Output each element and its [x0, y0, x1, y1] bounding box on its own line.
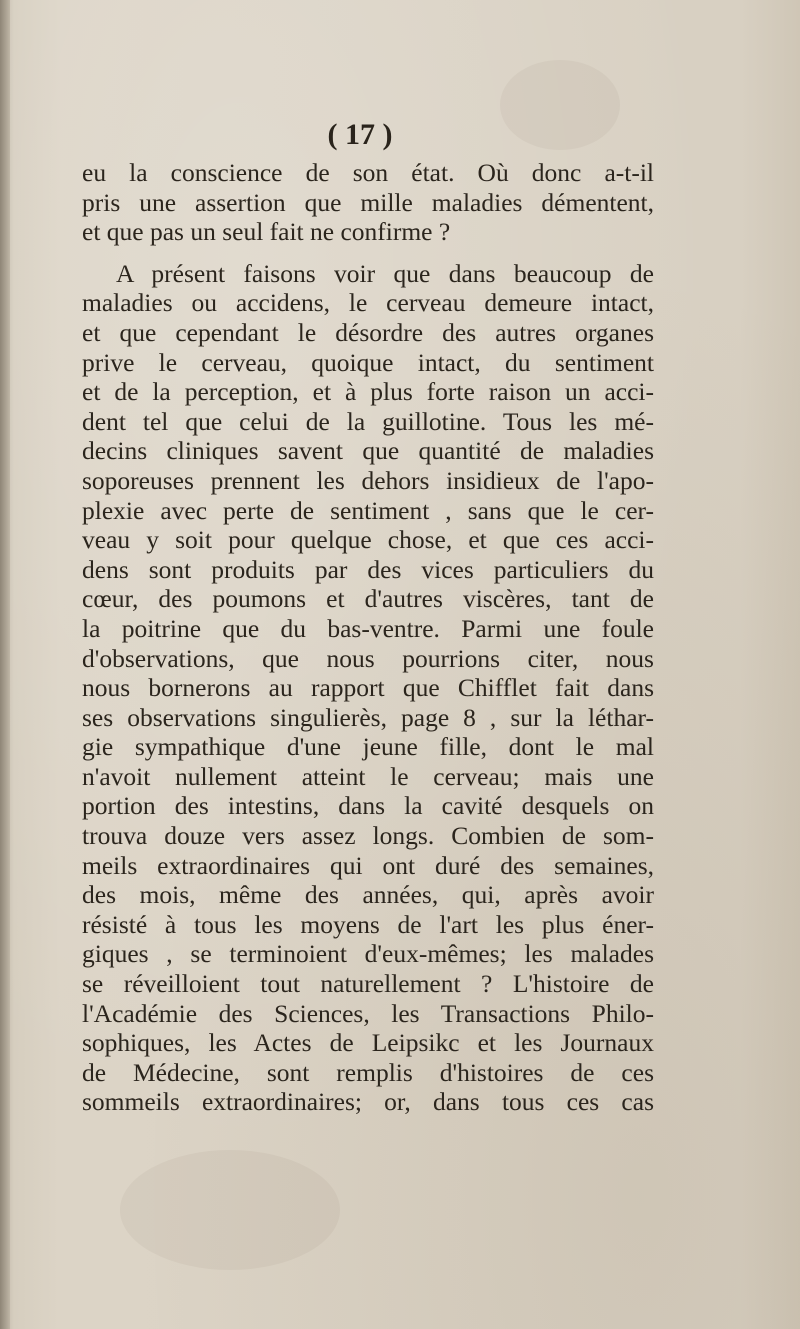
text-line: veau y soit pour quelque chose, et que ces acci-: [82, 525, 654, 555]
text-line: l'Académie des Sciences, les Transactions Philo-: [82, 998, 654, 1028]
text-line: et que cependant le désordre des autres organes: [82, 317, 654, 347]
text-line: dent tel que celui de la guillotine. Tous les mé-: [82, 406, 654, 436]
text-line: nous bornerons au rapport que Chifflet fait dans: [82, 673, 654, 703]
page-number: ( 17 ): [327, 118, 393, 151]
text-line: la poitrine que du bas-ventre. Parmi une foule: [82, 613, 654, 643]
text-line: decins cliniques savent que quantité de maladies: [82, 436, 654, 466]
book-spine-shadow: [0, 0, 10, 1329]
text-line: de Médecine, sont remplis d'histoires de ces: [82, 1057, 654, 1087]
text-line: trouva douze vers assez longs. Combien de som-: [82, 821, 654, 851]
text-line: prive le cerveau, quoique intact, du sentiment: [82, 347, 654, 377]
paper-stain: [120, 1150, 340, 1270]
text-line: et que pas un seul fait ne confirme ?: [82, 217, 451, 247]
text-line: sophiques, les Actes de Leipsikc et les Journaux: [82, 1028, 654, 1058]
text-line: se réveilloient tout naturellement ? L'histoire de: [82, 969, 654, 999]
text-line: résisté à tous les moyens de l'art les plus éner-: [82, 909, 654, 939]
text-line: et de la perception, et à plus forte raison un acci-: [82, 377, 654, 407]
text-line: des mois, même des années, qui, après avoir: [82, 880, 654, 910]
text-line: dens sont produits par des vices particuliers du: [82, 554, 654, 584]
text-line: ses observations singulierès, page 8 , sur la léthar-: [82, 702, 654, 732]
paragraph: [82, 158, 654, 247]
text-line: soporeuses prennent les dehors insidieux de l'apo-: [82, 465, 654, 495]
text-line: plexie avec perte de sentiment , sans que le cer-: [82, 495, 654, 525]
text-line: gie sympathique d'une jeune fille, dont le mal: [82, 732, 654, 762]
text-line: cœur, des poumons et d'autres viscères, tant de: [82, 584, 654, 614]
text-line: eu la conscience de son état. Où donc a-t-il: [82, 158, 654, 187]
text-line: meils extraordinaires qui ont duré des semaines,: [82, 850, 654, 880]
body-text: [82, 158, 654, 1117]
text-line: pris une assertion que mille maladies démentent,: [82, 187, 654, 217]
text-line: portion des intestins, dans la cavité desquels on: [82, 791, 654, 821]
text-line: sommeils extraordinaires; or, dans tous ces cas: [82, 1087, 654, 1117]
paragraph: [82, 259, 654, 1117]
text-line: A présent faisons voir que dans beaucoup de: [116, 258, 654, 288]
text-line: n'avoit nullement atteint le cerveau; mais une: [82, 761, 654, 791]
text-line: maladies ou accidens, le cerveau demeure intact,: [82, 288, 654, 318]
text-line: giques , se terminoient d'eux-mêmes; les malades: [82, 939, 654, 969]
text-line: d'observations, que nous pourrions citer, nous: [82, 643, 654, 673]
